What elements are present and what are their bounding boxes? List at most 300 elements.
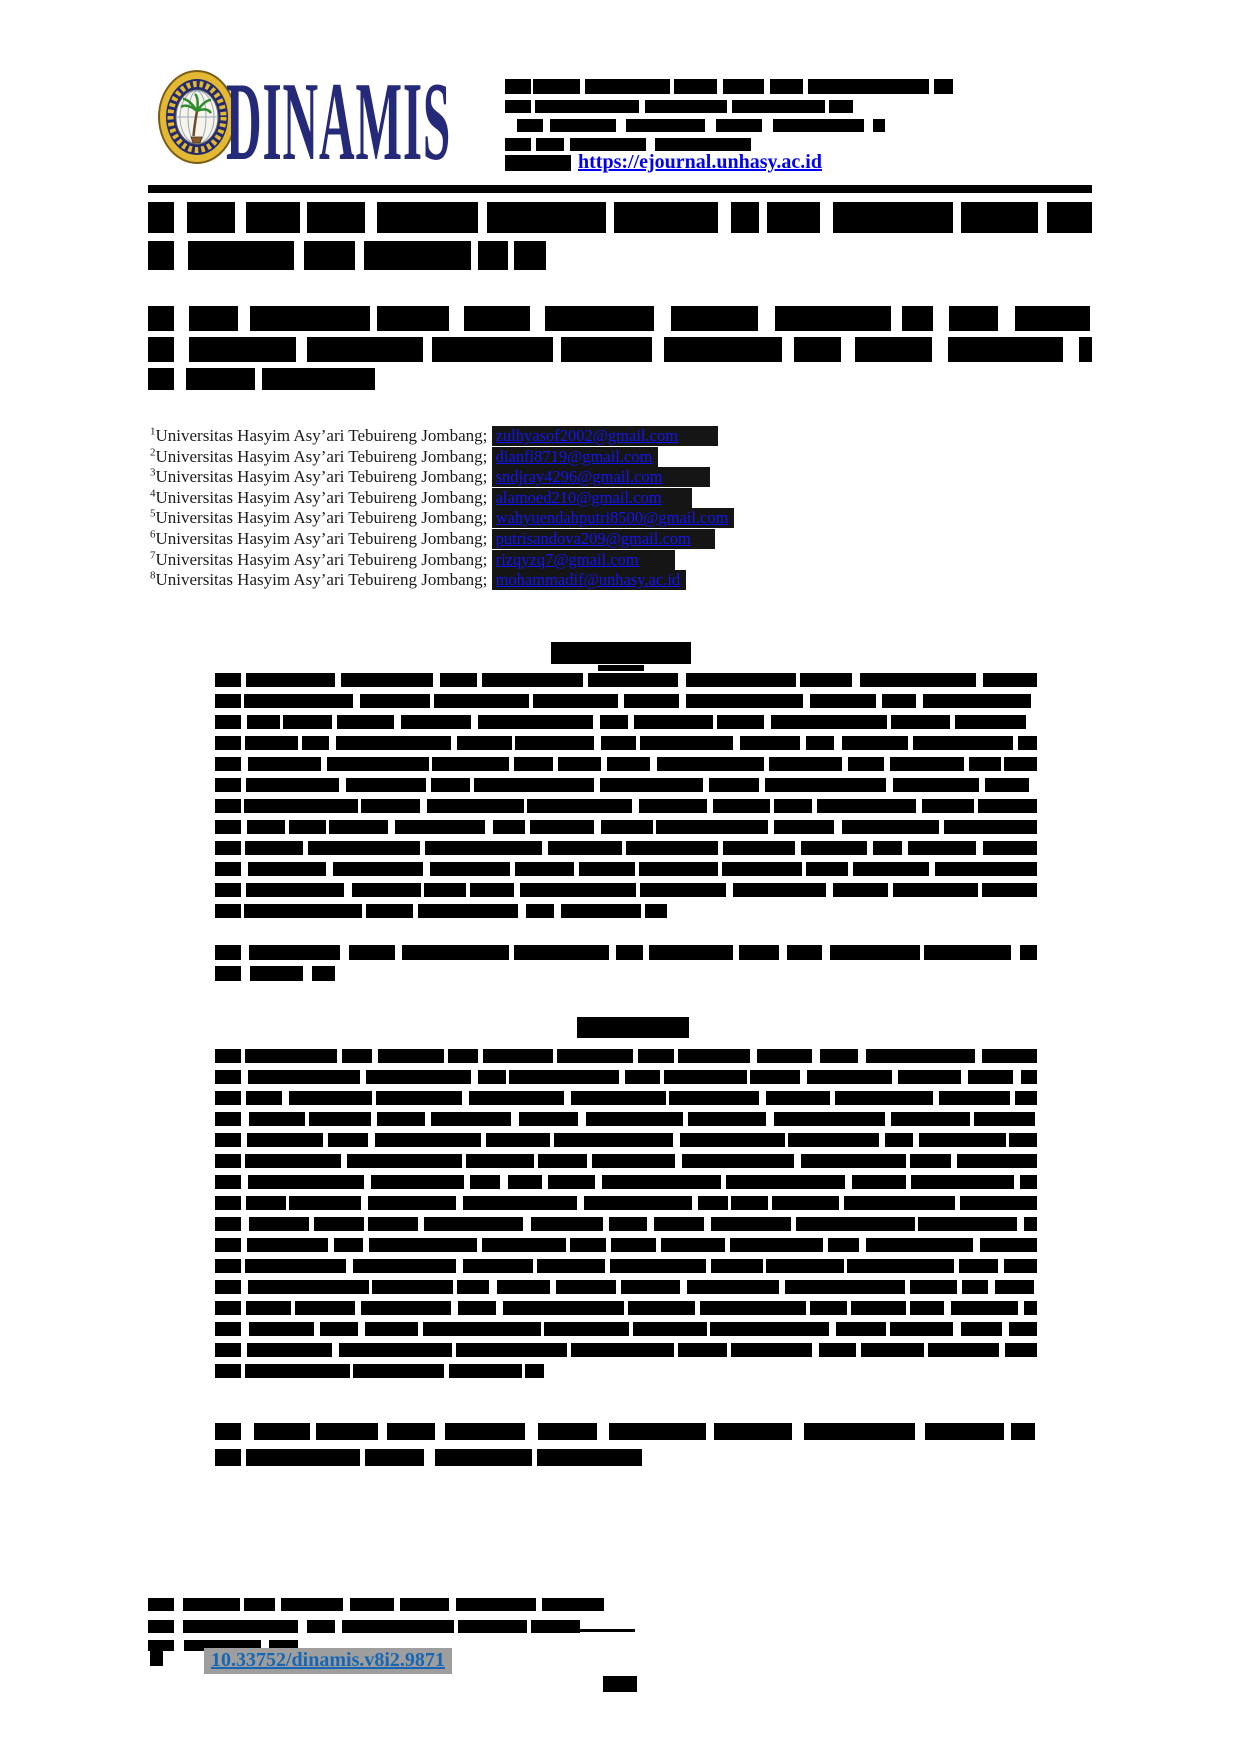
redaction-bar bbox=[861, 1343, 924, 1357]
redaction-bar bbox=[148, 368, 174, 390]
redaction-bar bbox=[829, 100, 853, 113]
redaction-bar bbox=[995, 1280, 1034, 1294]
redaction-bar bbox=[482, 1238, 566, 1252]
redaction-bar bbox=[557, 1049, 633, 1063]
redaction-bar bbox=[848, 757, 884, 771]
redaction-bar bbox=[934, 79, 953, 94]
redaction-bar bbox=[368, 1196, 456, 1210]
author-email-link[interactable]: zulhyasof2002@gmail.com bbox=[492, 426, 718, 446]
redaction-bar bbox=[189, 337, 296, 362]
redaction-bar bbox=[530, 820, 594, 834]
redaction-bar bbox=[470, 1175, 500, 1189]
redaction-bar bbox=[375, 1133, 481, 1147]
redaction-bar bbox=[148, 1620, 174, 1633]
redaction-bar bbox=[766, 1091, 830, 1105]
redaction-bar bbox=[601, 736, 636, 750]
redaction-bar bbox=[250, 966, 303, 981]
redaction-bar bbox=[148, 1598, 174, 1611]
redacted-text-line bbox=[215, 715, 1037, 729]
redaction-bar bbox=[806, 736, 834, 750]
redacted-text-line bbox=[215, 841, 1037, 855]
redaction-bar bbox=[711, 1217, 791, 1231]
redaction-bar bbox=[514, 241, 546, 270]
redaction-bar bbox=[686, 673, 796, 687]
redaction-bar bbox=[215, 1133, 241, 1147]
redaction-bar bbox=[533, 694, 618, 708]
redaction-bar bbox=[353, 1259, 456, 1273]
redaction-bar bbox=[968, 1070, 1013, 1084]
redaction-bar bbox=[215, 778, 241, 792]
redaction-bar bbox=[215, 820, 241, 834]
redaction-bar bbox=[215, 1049, 241, 1063]
journal-title-logo: DINAMIS bbox=[226, 60, 452, 184]
affiliation-institution: Universitas Hasyim Asy’ari Tebuireng Jombang; bbox=[155, 446, 492, 466]
redaction-bar bbox=[244, 904, 362, 918]
redaction-bar bbox=[891, 1112, 970, 1126]
redaction-bar bbox=[246, 1196, 286, 1210]
redacted-text-line bbox=[215, 1091, 1037, 1105]
doi-label-redacted bbox=[150, 1649, 163, 1666]
redaction-bar bbox=[497, 1280, 550, 1294]
redacted-text-line bbox=[215, 736, 1037, 750]
redaction-bar bbox=[440, 673, 477, 687]
redaction-bar bbox=[787, 945, 822, 960]
author-email-link[interactable]: alamoed210@gmail.com bbox=[492, 488, 692, 508]
redaction-bar bbox=[361, 799, 420, 813]
redaction-bar bbox=[771, 715, 887, 729]
redaction-bar bbox=[249, 1112, 305, 1126]
redaction-bar bbox=[215, 673, 241, 687]
redaction-bar bbox=[890, 757, 964, 771]
redaction-bar bbox=[307, 337, 423, 362]
redaction-bar bbox=[244, 1598, 275, 1611]
redaction-bar bbox=[387, 1423, 435, 1440]
redaction-bar bbox=[215, 1259, 241, 1273]
affiliation-institution: Universitas Hasyim Asy’ari Tebuireng Jombang; bbox=[155, 426, 492, 445]
redaction-bar bbox=[427, 799, 524, 813]
redaction-bar bbox=[245, 841, 303, 855]
redaction-bar bbox=[1011, 1423, 1035, 1440]
affiliation-number: 8 bbox=[150, 569, 156, 582]
redaction-bar bbox=[533, 79, 580, 94]
redaction-bar bbox=[935, 862, 1037, 876]
redaction-bar bbox=[982, 1049, 1037, 1063]
affiliation-institution: Universitas Hasyim Asy’ari Tebuireng Jombang; bbox=[155, 549, 492, 569]
redaction-bar bbox=[215, 966, 241, 981]
keywords-redacted bbox=[215, 966, 335, 981]
redaction-bar bbox=[866, 1238, 973, 1252]
redaction-bar bbox=[487, 202, 606, 233]
redaction-bar bbox=[806, 862, 848, 876]
redaction-bar bbox=[639, 799, 707, 813]
redaction-bar bbox=[283, 715, 332, 729]
redaction-bar bbox=[910, 1280, 957, 1294]
redaction-bar bbox=[739, 945, 779, 960]
journal-info-redacted bbox=[505, 100, 853, 113]
redaction-bar bbox=[922, 799, 974, 813]
redacted-text-line bbox=[215, 1196, 1037, 1210]
redaction-bar bbox=[449, 1364, 522, 1378]
redaction-bar bbox=[466, 1154, 534, 1168]
redaction-bar bbox=[939, 1091, 1010, 1105]
redaction-bar bbox=[249, 1217, 309, 1231]
kata-kunci-redacted bbox=[215, 1449, 653, 1466]
redaction-bar bbox=[969, 757, 1001, 771]
author-email-link[interactable]: sndjray4296@gmail.com bbox=[492, 467, 711, 487]
redaction-bar bbox=[372, 1280, 453, 1294]
redaction-bar bbox=[250, 306, 370, 331]
redaction-bar bbox=[609, 1217, 647, 1231]
redaction-bar bbox=[550, 119, 616, 132]
redaction-bar bbox=[730, 1238, 823, 1252]
redaction-bar bbox=[600, 778, 703, 792]
redaction-bar bbox=[853, 862, 929, 876]
redaction-bar bbox=[951, 1301, 1018, 1315]
redaction-bar bbox=[531, 1217, 603, 1231]
redaction-bar bbox=[949, 306, 998, 331]
redaction-bar bbox=[571, 1343, 674, 1357]
abstract-heading-redacted bbox=[551, 642, 691, 664]
redaction-bar bbox=[215, 1238, 241, 1252]
redaction-bar bbox=[289, 820, 326, 834]
redaction-bar bbox=[801, 1154, 906, 1168]
redaction-bar bbox=[873, 119, 885, 132]
redaction-bar bbox=[621, 1280, 680, 1294]
redaction-bar bbox=[254, 1423, 310, 1440]
redaction-bar bbox=[537, 1449, 642, 1466]
redaction-bar bbox=[723, 79, 764, 94]
redaction-bar bbox=[366, 904, 413, 918]
redaction-bar bbox=[508, 1175, 542, 1189]
redaction-bar bbox=[1004, 757, 1037, 771]
redaction-bar bbox=[527, 799, 632, 813]
redaction-bar bbox=[819, 1343, 856, 1357]
keywords-redacted bbox=[215, 945, 1037, 960]
redaction-bar bbox=[664, 1070, 747, 1084]
doi-link[interactable]: 10.33752/dinamis.v8i2.9871 bbox=[204, 1648, 452, 1674]
redaction-bar bbox=[919, 1133, 1006, 1147]
redaction-bar bbox=[925, 1423, 1004, 1440]
affiliation-number: 1 bbox=[150, 425, 156, 438]
redaction-bar bbox=[215, 1070, 241, 1084]
redaction-bar bbox=[312, 966, 335, 981]
redaction-bar bbox=[601, 820, 653, 834]
redaction-bar bbox=[246, 673, 335, 687]
redaction-bar bbox=[478, 241, 508, 270]
redaction-bar bbox=[731, 1196, 768, 1210]
journal-website-link[interactable]: https://ejournal.unhasy.ac.id bbox=[578, 151, 822, 173]
redaction-bar bbox=[602, 1175, 721, 1189]
redaction-bar bbox=[674, 79, 717, 94]
redaction-bar bbox=[215, 1112, 241, 1126]
redaction-bar bbox=[767, 202, 820, 233]
redaction-bar bbox=[215, 1280, 241, 1294]
redaction-bar bbox=[525, 1364, 544, 1378]
redaction-bar bbox=[215, 1301, 241, 1315]
redaction-bar bbox=[944, 820, 1037, 834]
redaction-bar bbox=[314, 1217, 364, 1231]
redaction-bar bbox=[247, 715, 280, 729]
redacted-text-line bbox=[215, 1070, 1037, 1084]
redaction-bar bbox=[215, 1322, 241, 1336]
author-email-link[interactable]: dianfi8719@gmail.com bbox=[492, 447, 659, 467]
redaction-bar bbox=[961, 1322, 1002, 1336]
redaction-bar bbox=[616, 945, 643, 960]
redaction-bar bbox=[700, 1301, 806, 1315]
redaction-bar bbox=[515, 736, 594, 750]
redaction-bar bbox=[215, 945, 241, 960]
redaction-bar bbox=[215, 1364, 241, 1378]
redaction-bar bbox=[957, 1154, 1037, 1168]
redaction-bar bbox=[482, 673, 583, 687]
redaction-bar bbox=[307, 1620, 335, 1633]
redaction-bar bbox=[215, 757, 241, 771]
redaction-bar bbox=[245, 1364, 350, 1378]
abstract-text-redacted bbox=[215, 673, 1037, 925]
redaction-bar bbox=[366, 1070, 471, 1084]
redaction-bar bbox=[342, 1620, 454, 1633]
redaction-bar bbox=[478, 1070, 506, 1084]
affiliations-list bbox=[150, 426, 910, 591]
redaction-bar bbox=[295, 1301, 355, 1315]
author-email-link[interactable]: putrisandova209@gmail.com bbox=[492, 529, 715, 549]
redaction-bar bbox=[711, 1259, 763, 1273]
affiliation-number: 5 bbox=[150, 507, 156, 520]
affiliation-line bbox=[150, 550, 910, 571]
redaction-bar bbox=[820, 1049, 858, 1063]
redaction-bar bbox=[215, 1196, 241, 1210]
redaction-bar bbox=[556, 1280, 616, 1294]
journal-info-redacted bbox=[505, 138, 767, 151]
redaction-bar bbox=[804, 1423, 915, 1440]
redaction-bar bbox=[847, 1259, 954, 1273]
redaction-bar bbox=[638, 1049, 674, 1063]
redaction-bar bbox=[961, 202, 1038, 233]
redaction-bar bbox=[654, 1217, 704, 1231]
redaction-bar bbox=[509, 1070, 619, 1084]
redaction-bar bbox=[796, 1217, 915, 1231]
redaction-bar bbox=[432, 337, 553, 362]
redaction-bar bbox=[424, 883, 466, 897]
redaction-bar bbox=[215, 862, 241, 876]
redaction-bar bbox=[723, 841, 795, 855]
redaction-bar bbox=[733, 883, 826, 897]
redaction-bar bbox=[774, 1112, 885, 1126]
journal-info-redacted bbox=[505, 79, 953, 94]
redaction-bar bbox=[640, 736, 733, 750]
redaction-bar bbox=[571, 1091, 666, 1105]
redaction-bar bbox=[893, 883, 978, 897]
header-divider bbox=[148, 185, 1092, 193]
redaction-bar bbox=[423, 1322, 541, 1336]
redacted-text-line bbox=[215, 883, 1037, 897]
redaction-bar bbox=[215, 1154, 241, 1168]
redaction-bar bbox=[686, 694, 803, 708]
redaction-bar bbox=[1024, 1301, 1037, 1315]
redaction-bar bbox=[400, 1598, 449, 1611]
redaction-bar bbox=[1020, 945, 1037, 960]
redaction-bar bbox=[463, 1196, 577, 1210]
redaction-bar bbox=[678, 1343, 727, 1357]
redaction-bar bbox=[808, 79, 929, 94]
redaction-bar bbox=[628, 1301, 695, 1315]
redaction-bar bbox=[592, 1154, 675, 1168]
redaction-bar bbox=[365, 1322, 418, 1336]
redaction-bar bbox=[365, 1449, 424, 1466]
redaction-bar bbox=[361, 1301, 451, 1315]
redaction-bar bbox=[457, 736, 512, 750]
redaction-bar bbox=[378, 1049, 444, 1063]
affiliation-number: 7 bbox=[150, 548, 156, 561]
redaction-bar bbox=[246, 202, 300, 233]
redaction-bar bbox=[432, 757, 509, 771]
redaction-bar bbox=[350, 1598, 394, 1611]
redaction-bar bbox=[923, 694, 1031, 708]
redaction-bar bbox=[611, 1238, 656, 1252]
redaction-bar bbox=[817, 799, 916, 813]
redaction-bar bbox=[349, 945, 395, 960]
redaction-bar bbox=[395, 820, 485, 834]
redaction-bar bbox=[215, 694, 241, 708]
redaction-bar bbox=[347, 1154, 462, 1168]
affiliation-line bbox=[150, 467, 910, 488]
redaction-bar bbox=[726, 1175, 845, 1189]
redaction-bar bbox=[215, 1091, 241, 1105]
redaction-bar bbox=[610, 1259, 706, 1273]
redaction-bar bbox=[246, 1091, 282, 1105]
redaction-bar bbox=[716, 119, 762, 132]
redaction-bar bbox=[309, 1112, 371, 1126]
redaction-bar bbox=[640, 883, 726, 897]
redaction-bar bbox=[1004, 1259, 1037, 1273]
affiliation-number: 3 bbox=[150, 466, 156, 479]
redacted-text-line bbox=[215, 1259, 1037, 1273]
redaction-bar bbox=[327, 757, 429, 771]
redaction-bar bbox=[645, 100, 727, 113]
affiliation-institution: Universitas Hasyim Asy’ari Tebuireng Jombang; bbox=[155, 570, 492, 590]
redaction-bar bbox=[678, 1049, 750, 1063]
redaction-bar bbox=[262, 368, 375, 390]
redaction-bar bbox=[709, 778, 759, 792]
redaction-bar bbox=[457, 1280, 489, 1294]
redaction-bar bbox=[215, 1423, 241, 1440]
redaction-bar bbox=[307, 202, 365, 233]
redaction-bar bbox=[545, 306, 654, 331]
redaction-bar bbox=[493, 820, 525, 834]
abstrak-text-redacted bbox=[215, 1049, 1037, 1385]
redaction-bar bbox=[773, 119, 864, 132]
redaction-bar bbox=[215, 883, 241, 897]
redaction-bar bbox=[851, 1301, 906, 1315]
redaction-bar bbox=[448, 1049, 478, 1063]
redaction-bar bbox=[248, 862, 326, 876]
author-email-link[interactable]: wahyuendahputri8500@gmail.com bbox=[492, 508, 735, 528]
redaction-bar bbox=[503, 1301, 624, 1315]
redaction-bar bbox=[810, 1301, 847, 1315]
redaction-bar bbox=[478, 715, 593, 729]
citation-info-redacted bbox=[148, 1598, 604, 1611]
redaction-bar bbox=[456, 1598, 536, 1611]
author-email-link[interactable]: mohammadif@unhasy.ac.id bbox=[492, 570, 687, 590]
journal-info-redacted bbox=[505, 155, 571, 171]
redaction-bar bbox=[588, 673, 678, 687]
redaction-bar bbox=[983, 673, 1037, 687]
redaction-bar bbox=[320, 1322, 358, 1336]
redaction-bar bbox=[445, 1423, 525, 1440]
redaction-bar bbox=[483, 1049, 553, 1063]
redaction-bar bbox=[245, 1049, 337, 1063]
redaction-bar bbox=[585, 79, 670, 94]
redaction-bar bbox=[188, 241, 294, 270]
redaction-bar bbox=[584, 1196, 692, 1210]
redaction-bar bbox=[537, 1259, 605, 1273]
redaction-bar bbox=[469, 1091, 564, 1105]
redaction-bar bbox=[1015, 1091, 1037, 1105]
redaction-bar bbox=[669, 1091, 759, 1105]
redacted-text-line bbox=[215, 1133, 1037, 1147]
affiliation-number: 2 bbox=[150, 445, 156, 458]
redaction-bar bbox=[544, 1322, 629, 1336]
redaction-bar bbox=[614, 202, 718, 233]
redaction-bar bbox=[913, 736, 1013, 750]
redaction-bar bbox=[215, 736, 241, 750]
redaction-bar bbox=[418, 904, 518, 918]
redaction-bar bbox=[882, 694, 916, 708]
redaction-bar bbox=[810, 694, 876, 708]
affiliation-line bbox=[150, 529, 910, 550]
page-number-redacted bbox=[603, 1676, 637, 1692]
abstract-heading-redacted bbox=[598, 665, 644, 671]
redaction-bar bbox=[333, 862, 423, 876]
redaction-bar bbox=[520, 883, 636, 897]
redacted-text-line bbox=[215, 1112, 1037, 1126]
redaction-bar bbox=[626, 841, 718, 855]
redaction-bar bbox=[873, 841, 902, 855]
redaction-bar bbox=[836, 1322, 886, 1336]
redaction-bar bbox=[645, 904, 667, 918]
redaction-bar bbox=[249, 945, 340, 960]
redaction-bar bbox=[342, 1049, 372, 1063]
redaction-bar bbox=[538, 1423, 597, 1440]
redaction-bar bbox=[860, 673, 976, 687]
redaction-bar bbox=[609, 1423, 706, 1440]
redaction-bar bbox=[245, 736, 298, 750]
redaction-bar bbox=[377, 202, 478, 233]
redaction-bar bbox=[215, 841, 241, 855]
redaction-bar bbox=[248, 1175, 364, 1189]
redaction-bar bbox=[353, 1364, 444, 1378]
redaction-bar bbox=[714, 1423, 792, 1440]
redaction-bar bbox=[891, 715, 950, 729]
redaction-bar bbox=[985, 778, 1029, 792]
redaction-bar bbox=[329, 820, 388, 834]
redaction-bar bbox=[248, 757, 321, 771]
redaction-bar bbox=[664, 337, 782, 362]
redaction-bar bbox=[600, 715, 628, 729]
redaction-bar bbox=[1079, 337, 1092, 362]
redaction-bar bbox=[505, 79, 531, 94]
redaction-bar bbox=[710, 1322, 829, 1336]
redaction-bar bbox=[626, 119, 705, 132]
redaction-bar bbox=[535, 100, 639, 113]
author-email-link[interactable]: rizqyzq7@gmail.com bbox=[492, 550, 675, 570]
redaction-bar bbox=[248, 1070, 360, 1084]
redaction-bar bbox=[1009, 1133, 1037, 1147]
redaction-bar bbox=[740, 736, 800, 750]
redaction-bar bbox=[148, 306, 174, 331]
authors-redacted bbox=[148, 337, 1092, 362]
redaction-bar bbox=[336, 736, 451, 750]
